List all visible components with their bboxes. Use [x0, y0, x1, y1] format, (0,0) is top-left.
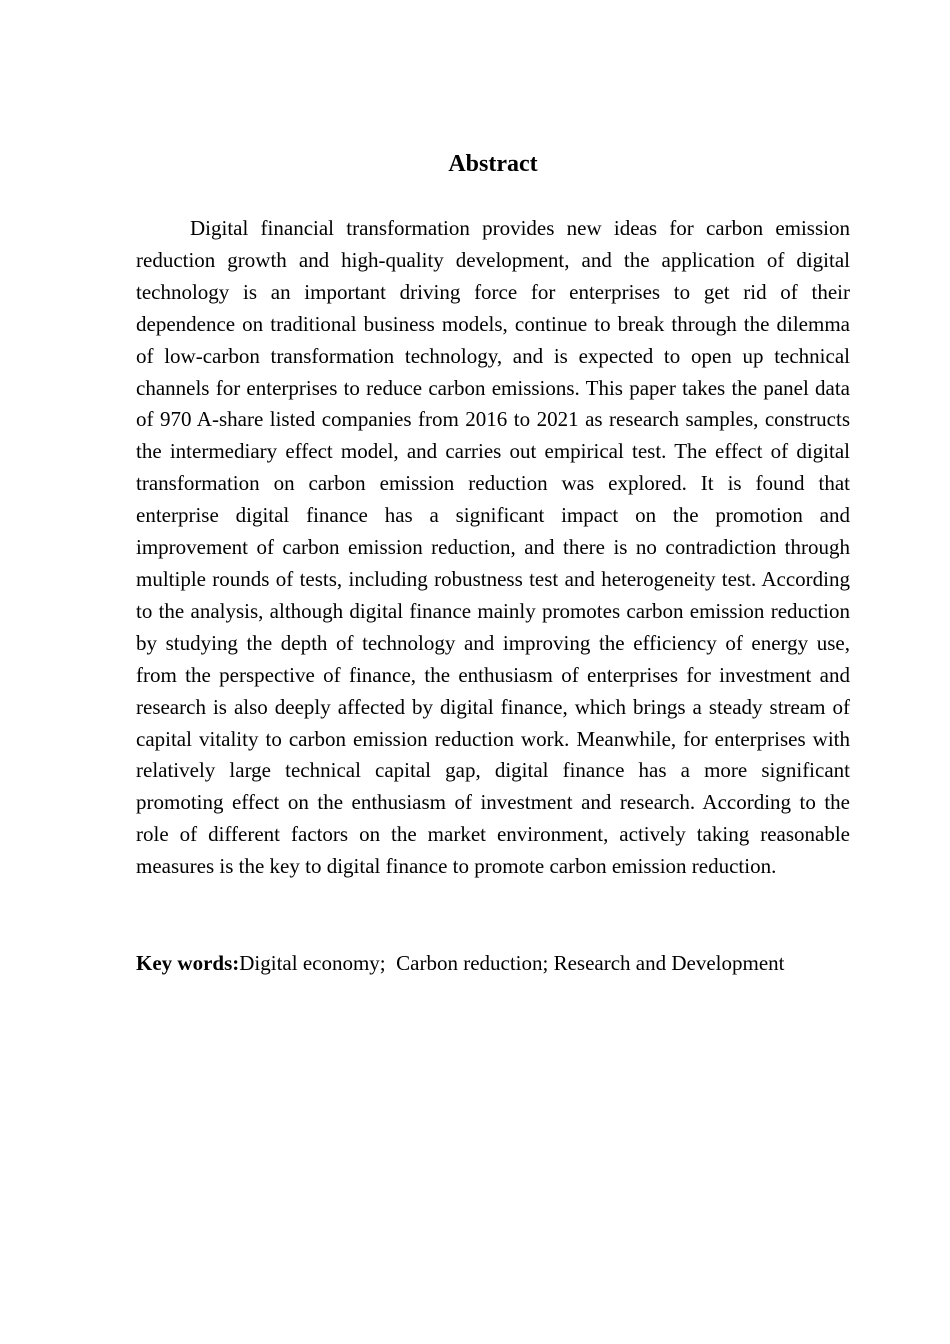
abstract-title: Abstract — [448, 151, 538, 177]
abstract-body: Digital financial transformation provides new ideas for carbon emission reduction growth and high-quality development, and the application of digital technology is an important driving force for enterprises to get rid of their dependence on traditional business models, continue to break through the dilemma of low-carbon transformation technology, and is expected to open up technical channels for enterprises to reduce carbon emissions. This paper takes the panel data of 970 A-share listed companies from 2016 to 2021 as research samples, constructs the intermediary effect model, and carries out empirical test. The effect of digital transformation on carbon emission reduction was explored. It is found that enterprise digital finance has a significant impact on the promotion and improvement of carbon emission reduction, and there is no contradiction through multiple rounds of tests, including robustness test and heterogeneity test. According to the analysis, although digital finance mainly promotes carbon emission reduction by studying the depth of technology and improving the efficiency of energy use, from the perspective of finance, the enthusiasm of enterprises for investment and research is also deeply affected by digital finance, which brings a steady stream of capital vitality to carbon emission reduction work. Meanwhile, for enterprises with relatively large technical capital gap, digital finance has a more significant promoting effect on the enthusiasm of investment and research. According to the role of different factors on the market environment, actively taking reasonable measures is the key to digital finance to promote carbon emission reduction. — [136, 216, 850, 879]
keywords-line — [136, 947, 896, 979]
keywords-label: Key words: — [136, 951, 240, 975]
keywords-text: Digital economy; Carbon reduction; Research and Development — [239, 951, 785, 975]
